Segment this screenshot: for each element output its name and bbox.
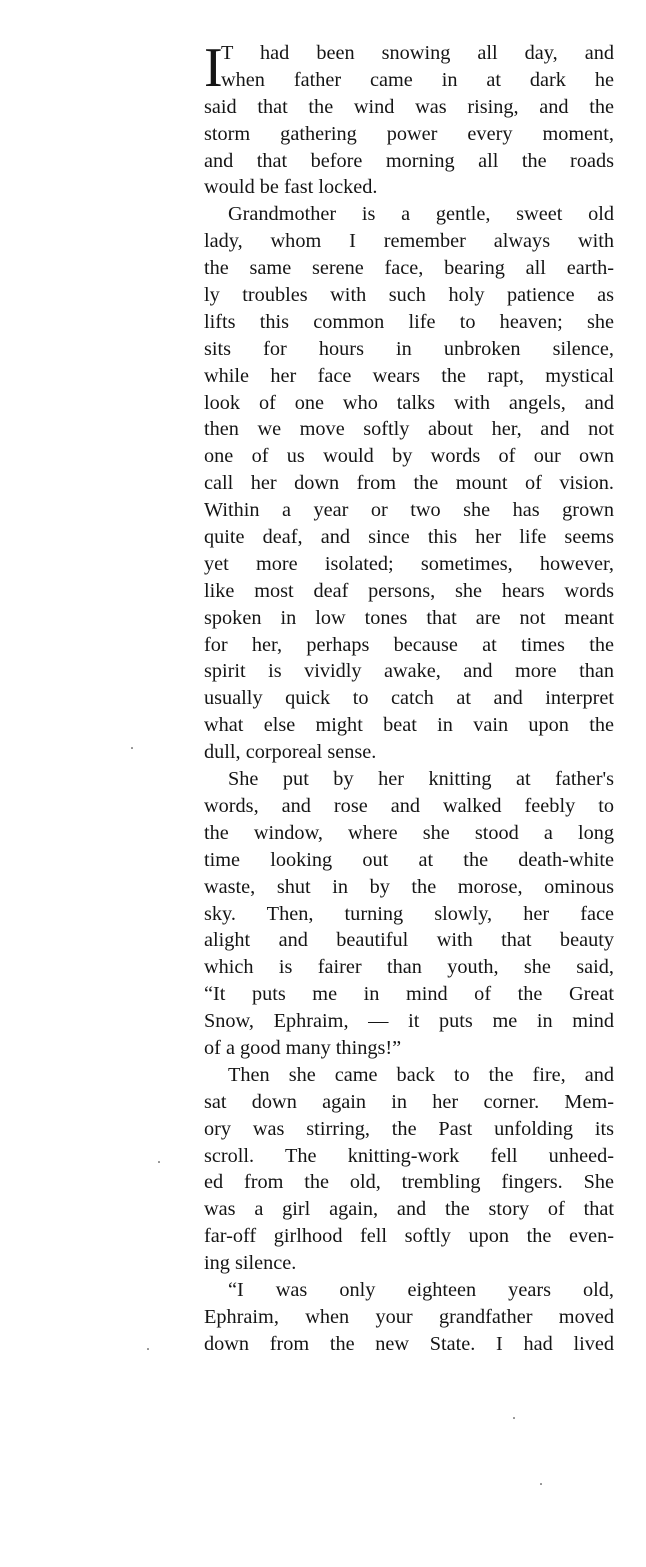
text-line: was a girl again, and the story of that bbox=[204, 1198, 614, 1221]
paragraph bbox=[204, 1062, 614, 1277]
text-line: dull, corporeal sense. bbox=[204, 741, 377, 764]
text-line: Within a year or two she has grown bbox=[204, 499, 614, 522]
text-line: lifts this common life to heaven; she bbox=[204, 310, 614, 333]
text-line: yet more isolated; sometimes, however, bbox=[204, 552, 614, 575]
text-line: said that the wind was rising, and the bbox=[204, 95, 614, 118]
text-line: scroll. The knitting-work fell unheed- bbox=[204, 1144, 614, 1167]
paragraph bbox=[204, 201, 614, 766]
text-line: words, and rose and walked feebly to bbox=[204, 794, 614, 817]
text-line: while her face wears the rapt, mystical bbox=[204, 364, 614, 387]
text-line: ing silence. bbox=[204, 1252, 297, 1275]
text-line: ory was stirring, the Past unfolding its bbox=[204, 1117, 614, 1140]
text-line: alight and beautiful with that beauty bbox=[204, 929, 614, 952]
text-line: She put by her knitting at father's bbox=[228, 768, 614, 791]
scan-speck bbox=[513, 1417, 515, 1419]
text-line: ly troubles with such holy patience as bbox=[204, 284, 614, 307]
paragraph bbox=[204, 37, 614, 201]
text-line: sat down again in her corner. Mem- bbox=[204, 1090, 614, 1113]
text-line: Snow, Ephraim, — it puts me in mind bbox=[204, 1010, 614, 1033]
text-line: lady, whom I remember always with bbox=[204, 230, 614, 253]
drop-cap: I bbox=[204, 37, 223, 99]
text-line: Ephraim, when your grandfather moved bbox=[204, 1305, 614, 1328]
text-line: far-off girlhood fell softly upon the even- bbox=[204, 1225, 614, 1248]
text-line: Grandmother is a gentle, sweet old bbox=[228, 203, 614, 226]
text-line: “It puts me in mind of the Great bbox=[204, 983, 614, 1006]
text-line: like most deaf persons, she hears words bbox=[204, 579, 614, 602]
text-line: waste, shut in by the morose, ominous bbox=[204, 875, 614, 898]
text-line: then we move softly about her, and not bbox=[204, 418, 614, 441]
paragraph bbox=[204, 1277, 614, 1358]
text-line: sits for hours in unbroken silence, bbox=[204, 337, 614, 360]
text-line: look of one who talks with angels, and bbox=[204, 391, 614, 414]
text-line: quite deaf, and since this her life seems bbox=[204, 526, 614, 549]
text-line: spirit is vividly awake, and more than bbox=[204, 660, 614, 683]
text-line: call her down from the mount of vision. bbox=[204, 472, 614, 495]
text-line: when father came in at dark he bbox=[221, 68, 614, 91]
text-line: for her, perhaps because at times the bbox=[204, 633, 614, 656]
text-line: the same serene face, bearing all earth- bbox=[204, 257, 614, 280]
text-line: down from the new State. I had lived bbox=[204, 1332, 614, 1355]
text-line: Then she came back to the fire, and bbox=[228, 1063, 614, 1086]
text-line: and that before morning all the roads bbox=[204, 149, 614, 172]
text-line: ed from the old, trembling fingers. She bbox=[204, 1171, 614, 1194]
text-line: “I was only eighteen years old, bbox=[228, 1278, 614, 1301]
text-line: would be fast locked. bbox=[204, 176, 378, 199]
paragraph bbox=[204, 766, 614, 1062]
text-column bbox=[204, 37, 614, 1358]
text-line: storm gathering power every moment, bbox=[204, 122, 614, 145]
scan-speck bbox=[147, 1348, 149, 1350]
text-line: the window, where she stood a long bbox=[204, 821, 614, 844]
text-line: of a good many things!” bbox=[204, 1036, 402, 1059]
scan-speck bbox=[131, 747, 133, 749]
text-line: spoken in low tones that are not meant bbox=[204, 606, 614, 629]
text-line: usually quick to catch at and interpret bbox=[204, 687, 614, 710]
text-line: one of us would by words of our own bbox=[204, 445, 614, 468]
text-line: time looking out at the death-white bbox=[204, 848, 614, 871]
text-line: which is fairer than youth, she said, bbox=[204, 956, 614, 979]
text-line: sky. Then, turning slowly, her face bbox=[204, 902, 614, 925]
text-line: what else might beat in vain upon the bbox=[204, 714, 614, 737]
text-line: T had been snowing all day, and bbox=[221, 42, 614, 64]
scan-speck bbox=[158, 1161, 160, 1163]
scan-speck bbox=[540, 1483, 542, 1485]
